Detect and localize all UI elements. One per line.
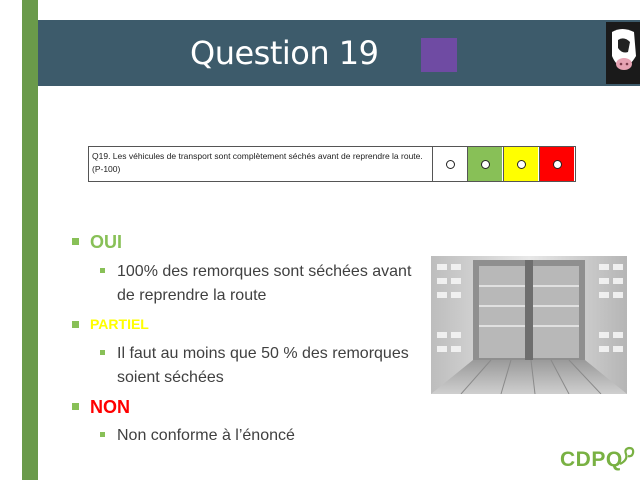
- sub-bullet-icon: [100, 432, 105, 437]
- answer-detail-non: Non conforme à l’énoncé: [117, 427, 295, 444]
- answer-label-non: NON: [90, 397, 130, 417]
- cow-image: [606, 22, 640, 84]
- sub-bullet-icon: [100, 268, 105, 273]
- logo-text: CDPQ: [560, 448, 623, 471]
- radio-icon: [481, 160, 490, 169]
- sub-bullet-icon: [100, 350, 105, 355]
- option-white[interactable]: [432, 147, 467, 181]
- title-color-square: [421, 38, 457, 72]
- option-red[interactable]: [539, 147, 574, 181]
- question-table: [88, 146, 576, 182]
- option-green[interactable]: [467, 147, 502, 181]
- question-text: Q19. Les véhicules de transport sont complètement séchés avant de reprendre la route. (P-100): [92, 151, 423, 174]
- answer-detail-partiel: Il faut au moins que 50 % des remorques soient séchées: [117, 345, 409, 386]
- cdpq-logo: [560, 448, 634, 478]
- bullet-square-icon: [72, 321, 79, 328]
- radio-icon: [517, 160, 526, 169]
- option-yellow[interactable]: [503, 147, 538, 181]
- radio-icon: [553, 160, 562, 169]
- bullet-square-icon: [72, 403, 79, 410]
- side-bar: [0, 0, 38, 480]
- trailer-interior-photo: [431, 256, 627, 394]
- bullet-square-icon: [72, 238, 79, 245]
- pig-tail-icon: [618, 446, 636, 468]
- answer-label-partiel: PARTIEL: [90, 316, 149, 332]
- side-stripe: [22, 0, 38, 480]
- radio-icon: [446, 160, 455, 169]
- slide-title: Question 19: [190, 34, 379, 72]
- answer-detail-oui: 100% des remorques sont séchées avant de reprendre la route: [117, 263, 412, 304]
- answer-label-oui: OUI: [90, 232, 123, 252]
